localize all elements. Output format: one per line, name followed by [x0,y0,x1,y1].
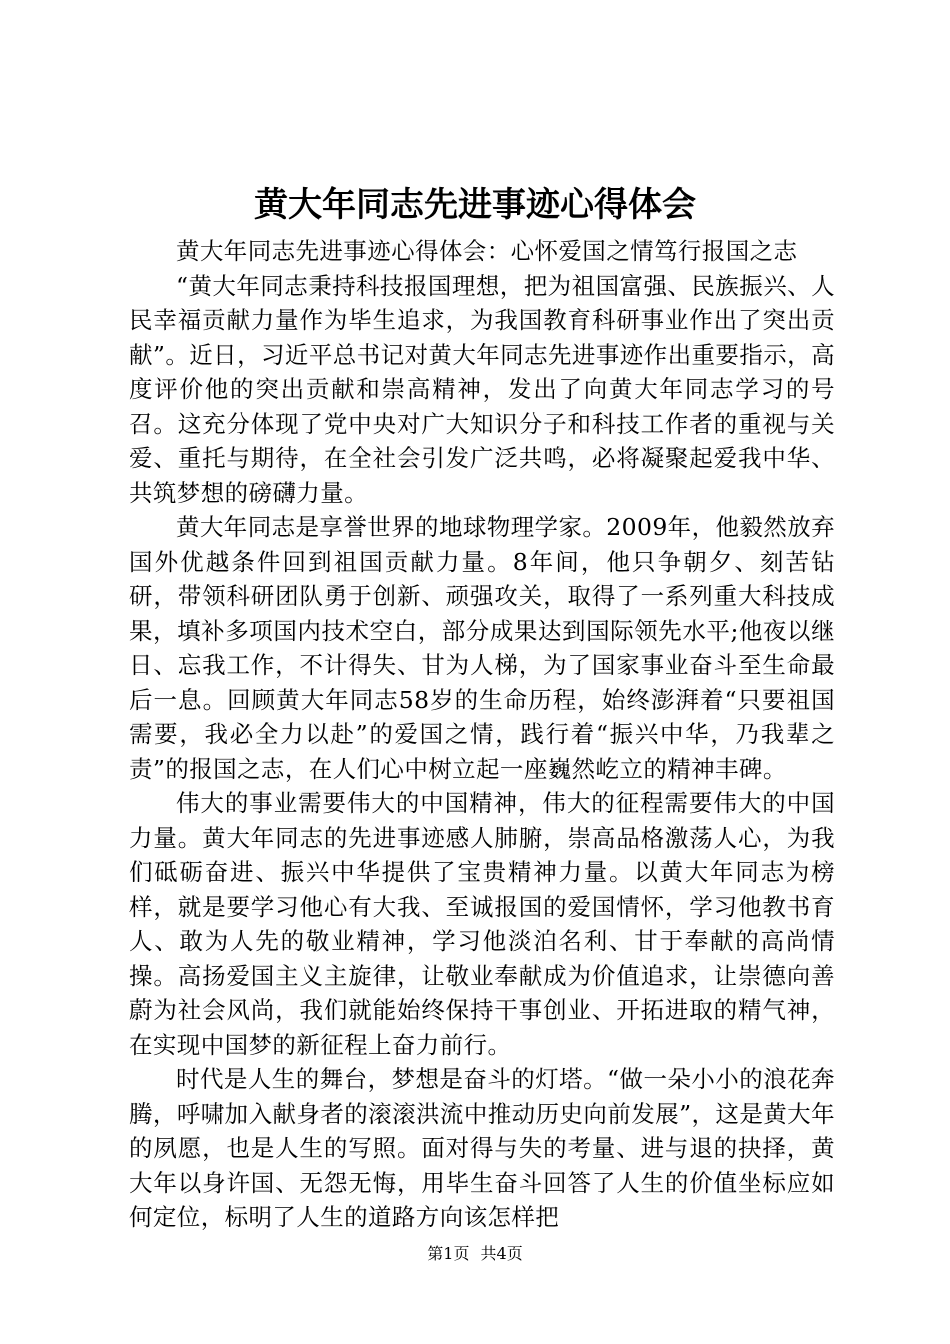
body-paragraph: “黄大年同志秉持科技报国理想，把为祖国富强、民族振兴、人民幸福贡献力量作为毕生追求，为我国教育科研事业作出了突出贡献”。近日，习近平总书记对黄大年同志先进事迹作出重要指示，高度评价他的突出贡献和崇高精神，发出了向黄大年同志学习的号召。这充分体现了党中央对广大知识分子和科技工作者的重视与关爱、重托与期待，在全社会引发广泛共鸣，必将凝聚起爱我中华、共筑梦想的磅礴力量。 [129,271,835,507]
body-paragraph: 时代是人生的舞台，梦想是奋斗的灯塔。“做一朵小小的浪花奔腾，呼啸加入献身者的滚滚洪流中推动历史向前发展”，这是黄大年的夙愿，也是人生的写照。面对得与失的考量、进与退的抉择，黄大年以身许国、无怨无悔，用毕生奋斗回答了人生的价值坐标应如何定位，标明了人生的道路方向该怎样把 [129,1065,835,1231]
page-total: 共4页 [480,1244,523,1263]
page-footer [0,1242,950,1266]
intro-subtitle-paragraph: 黄大年同志先进事迹心得体会：心怀爱国之情笃行报国之志 [176,237,798,265]
document-title: 黄大年同志先进事迹心得体会 [254,185,696,225]
body-paragraph: 黄大年同志是享誉世界的地球物理学家。2009年，他毅然放弃国外优越条件回到祖国贡献力量。8年间，他只争朝夕、刻苦钻研，带领科研团队勇于创新、顽强攻关，取得了一系列重大科技成果，填补多项国内技术空白，部分成果达到国际领先水平;他夜以继日、忘我工作，不计得失、甘为人梯，为了国家事业奋斗至生命最后一息。回顾黄大年同志58岁的生命历程，始终澎湃着“只要祖国需要，我必全力以赴”的爱国之情，践行着“振兴中华，乃我辈之责”的报国之志，在人们心中树立起一座巍然屹立的精神丰碑。 [129,513,835,783]
document-body [129,234,835,1235]
page-number: 第1页 [427,1244,470,1263]
body-paragraph: 伟大的事业需要伟大的中国精神，伟大的征程需要伟大的中国力量。黄大年同志的先进事迹感人肺腑，崇高品格激荡人心，为我们砥砺奋进、振兴中华提供了宝贵精神力量。以黄大年同志为榜样，就是要学习他心有大我、至诚报国的爱国情怀，学习他教书育人、敢为人先的敬业精神，学习他淡泊名利、甘于奉献的高尚情操。高扬爱国主义主旋律，让敬业奉献成为价值追求，让崇德向善蔚为社会风尚，我们就能始终保持干事创业、开拓进取的精气神，在实现中国梦的新征程上奋力前行。 [129,789,835,1059]
